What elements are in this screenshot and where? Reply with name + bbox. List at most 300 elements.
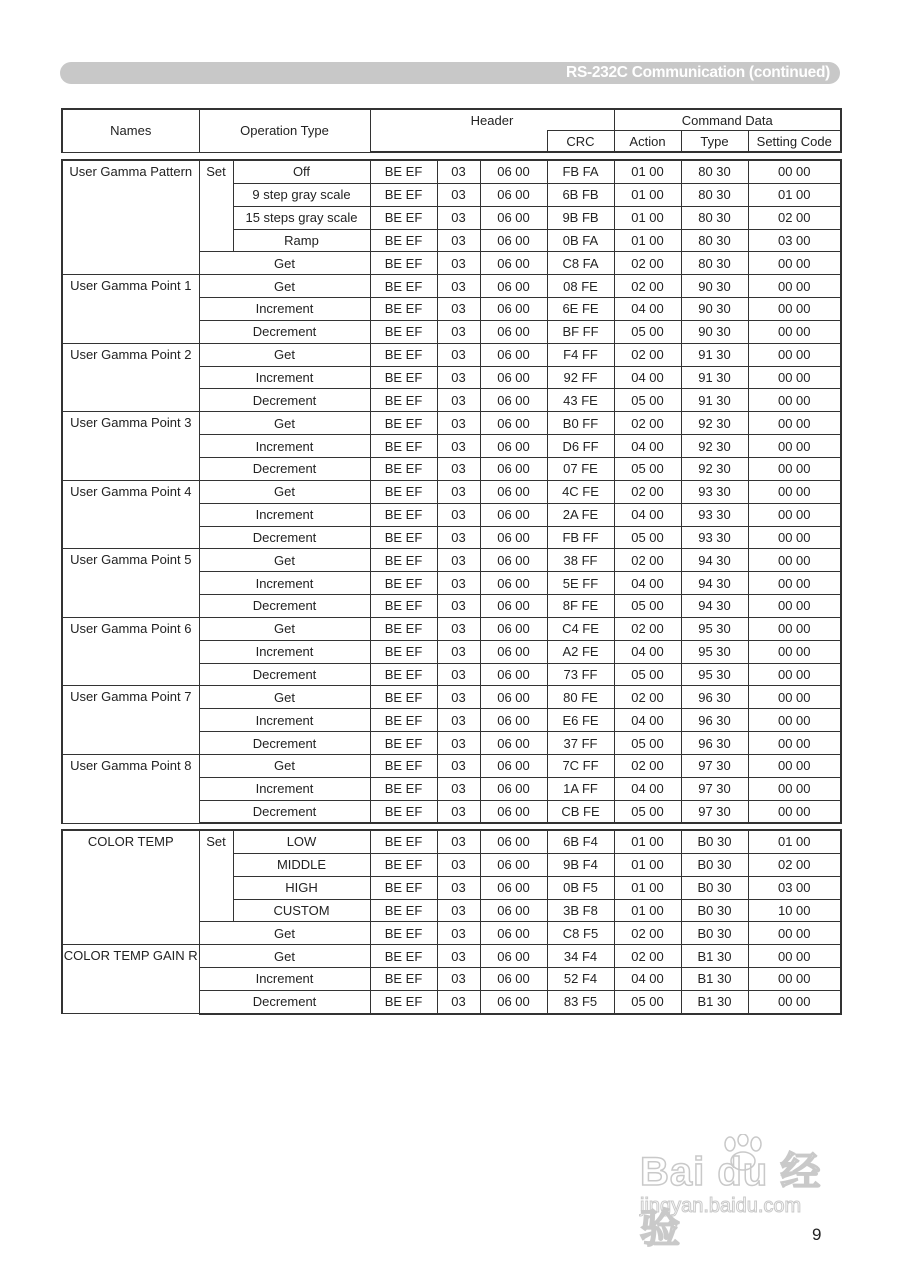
row-operation: Decrement: [199, 595, 370, 618]
row-type: 93 30: [681, 526, 748, 549]
page-number: 9: [812, 1225, 822, 1244]
row-operation: Get: [199, 412, 370, 435]
row-action: 05 00: [614, 526, 681, 549]
row-header-2: 03: [437, 435, 480, 458]
row-header-2: 03: [437, 800, 480, 823]
watermark-url: jingyan.baidu.com: [640, 1195, 802, 1217]
row-setting-code: 02 00: [748, 853, 841, 876]
row-header-2: 03: [437, 252, 480, 275]
row-crc: 7C FF: [547, 754, 614, 777]
row-action: 02 00: [614, 480, 681, 503]
row-crc: 3B F8: [547, 899, 614, 922]
row-header-1: BE EF: [370, 709, 437, 732]
row-header-3: 06 00: [480, 899, 547, 922]
row-operation: Get: [199, 343, 370, 366]
row-action: 01 00: [614, 183, 681, 206]
row-header-3: 06 00: [480, 830, 547, 853]
row-type: 80 30: [681, 229, 748, 252]
row-type: 80 30: [681, 206, 748, 229]
row-setting-code: 00 00: [748, 800, 841, 823]
row-header-3: 06 00: [480, 549, 547, 572]
row-type: 97 30: [681, 800, 748, 823]
row-type: B0 30: [681, 899, 748, 922]
row-type: 91 30: [681, 389, 748, 412]
row-setting-code: 00 00: [748, 298, 841, 321]
row-operation: Decrement: [199, 800, 370, 823]
row-header-3: 06 00: [480, 663, 547, 686]
row-action: 05 00: [614, 320, 681, 343]
header-operation-type: Operation Type: [199, 109, 370, 152]
row-header-2: 03: [437, 526, 480, 549]
row-type: 96 30: [681, 709, 748, 732]
row-header-1: BE EF: [370, 595, 437, 618]
row-header-3: 06 00: [480, 686, 547, 709]
row-crc: CB FE: [547, 800, 614, 823]
row-type: B1 30: [681, 990, 748, 1013]
row-name: COLOR TEMP GAIN R: [62, 945, 199, 1014]
row-header-3: 06 00: [480, 876, 547, 899]
row-header-3: 06 00: [480, 298, 547, 321]
row-header-1: BE EF: [370, 617, 437, 640]
table-row: [62, 686, 841, 709]
row-crc: 52 F4: [547, 968, 614, 991]
row-name: COLOR TEMP: [62, 830, 199, 945]
row-type: 90 30: [681, 298, 748, 321]
row-header-1: BE EF: [370, 549, 437, 572]
row-crc: 0B FA: [547, 229, 614, 252]
row-set-label: Set: [199, 160, 233, 252]
row-setting-code: 00 00: [748, 922, 841, 945]
table-row: [62, 549, 841, 572]
row-action: 01 00: [614, 876, 681, 899]
row-header-2: 03: [437, 640, 480, 663]
row-setting-code: 00 00: [748, 343, 841, 366]
row-type: 94 30: [681, 572, 748, 595]
row-crc: F4 FF: [547, 343, 614, 366]
table-row: [62, 343, 841, 366]
row-header-1: BE EF: [370, 968, 437, 991]
row-setting-code: 00 00: [748, 549, 841, 572]
row-header-1: BE EF: [370, 206, 437, 229]
row-type: B1 30: [681, 945, 748, 968]
row-crc: 1A FF: [547, 777, 614, 800]
row-header-3: 06 00: [480, 922, 547, 945]
row-action: 02 00: [614, 343, 681, 366]
row-header-1: BE EF: [370, 435, 437, 458]
row-type: 92 30: [681, 457, 748, 480]
row-header-2: 03: [437, 754, 480, 777]
row-crc: 80 FE: [547, 686, 614, 709]
row-header-2: 03: [437, 830, 480, 853]
row-action: 01 00: [614, 899, 681, 922]
row-operation: Off: [233, 160, 370, 183]
row-action: 04 00: [614, 968, 681, 991]
row-header-2: 03: [437, 298, 480, 321]
row-header-1: BE EF: [370, 503, 437, 526]
row-operation: Get: [199, 922, 370, 945]
row-header-1: BE EF: [370, 366, 437, 389]
row-setting-code: 00 00: [748, 389, 841, 412]
row-action: 01 00: [614, 830, 681, 853]
row-header-2: 03: [437, 899, 480, 922]
row-operation: Ramp: [233, 229, 370, 252]
row-setting-code: 10 00: [748, 899, 841, 922]
row-operation: Increment: [199, 572, 370, 595]
row-setting-code: 00 00: [748, 435, 841, 458]
row-header-2: 03: [437, 853, 480, 876]
row-header-3: 06 00: [480, 945, 547, 968]
row-header-3: 06 00: [480, 777, 547, 800]
row-header-1: BE EF: [370, 876, 437, 899]
row-operation: Increment: [199, 640, 370, 663]
row-header-2: 03: [437, 595, 480, 618]
row-crc: C8 F5: [547, 922, 614, 945]
row-setting-code: 00 00: [748, 503, 841, 526]
header-action: Action: [614, 131, 681, 153]
row-crc: C8 FA: [547, 252, 614, 275]
row-crc: FB FF: [547, 526, 614, 549]
row-setting-code: 01 00: [748, 830, 841, 853]
row-header-2: 03: [437, 732, 480, 755]
row-type: 93 30: [681, 503, 748, 526]
row-setting-code: 00 00: [748, 320, 841, 343]
row-header-3: 06 00: [480, 526, 547, 549]
row-name: User Gamma Point 8: [62, 754, 199, 823]
row-header-2: 03: [437, 183, 480, 206]
row-header-1: BE EF: [370, 777, 437, 800]
row-header-3: 06 00: [480, 503, 547, 526]
row-header-3: 06 00: [480, 968, 547, 991]
row-setting-code: 00 00: [748, 754, 841, 777]
row-header-2: 03: [437, 343, 480, 366]
row-header-2: 03: [437, 709, 480, 732]
row-crc: A2 FE: [547, 640, 614, 663]
row-header-2: 03: [437, 503, 480, 526]
row-header-2: 03: [437, 457, 480, 480]
row-header-1: BE EF: [370, 298, 437, 321]
row-type: 91 30: [681, 343, 748, 366]
row-action: 02 00: [614, 275, 681, 298]
row-setting-code: 00 00: [748, 526, 841, 549]
command-table-color-temp: [61, 829, 842, 1015]
row-header-1: BE EF: [370, 663, 437, 686]
row-action: 05 00: [614, 990, 681, 1013]
row-crc: 9B FB: [547, 206, 614, 229]
row-header-2: 03: [437, 412, 480, 435]
row-header-1: BE EF: [370, 922, 437, 945]
row-action: 04 00: [614, 709, 681, 732]
row-header-3: 06 00: [480, 275, 547, 298]
row-crc: D6 FF: [547, 435, 614, 458]
row-action: 02 00: [614, 252, 681, 275]
table-row: [62, 412, 841, 435]
row-name: User Gamma Point 7: [62, 686, 199, 755]
row-type: 80 30: [681, 252, 748, 275]
row-type: 94 30: [681, 595, 748, 618]
row-action: 02 00: [614, 549, 681, 572]
row-action: 04 00: [614, 503, 681, 526]
row-operation: Get: [199, 945, 370, 968]
row-action: 05 00: [614, 595, 681, 618]
row-action: 05 00: [614, 663, 681, 686]
row-type: B0 30: [681, 853, 748, 876]
row-operation: Increment: [199, 435, 370, 458]
row-operation: Increment: [199, 968, 370, 991]
row-operation: Increment: [199, 366, 370, 389]
row-header-2: 03: [437, 686, 480, 709]
row-name: User Gamma Point 5: [62, 549, 199, 618]
row-type: 94 30: [681, 549, 748, 572]
row-header-3: 06 00: [480, 320, 547, 343]
row-header-1: BE EF: [370, 183, 437, 206]
row-setting-code: 00 00: [748, 732, 841, 755]
row-header-1: BE EF: [370, 732, 437, 755]
row-setting-code: 02 00: [748, 206, 841, 229]
row-header-1: BE EF: [370, 412, 437, 435]
row-header-1: BE EF: [370, 457, 437, 480]
section-title: RS-232C Communication (continued): [566, 64, 830, 81]
row-action: 04 00: [614, 640, 681, 663]
row-crc: 9B F4: [547, 853, 614, 876]
row-header-3: 06 00: [480, 709, 547, 732]
row-action: 05 00: [614, 732, 681, 755]
row-crc: 92 FF: [547, 366, 614, 389]
row-header-2: 03: [437, 777, 480, 800]
row-crc: 6B FB: [547, 183, 614, 206]
header-names: Names: [62, 109, 199, 152]
header-command-data: Command Data: [614, 109, 841, 131]
row-type: 90 30: [681, 320, 748, 343]
row-action: 04 00: [614, 435, 681, 458]
section-banner: [60, 62, 840, 84]
row-operation: Decrement: [199, 732, 370, 755]
row-crc: B0 FF: [547, 412, 614, 435]
row-name: User Gamma Point 4: [62, 480, 199, 549]
row-header-2: 03: [437, 617, 480, 640]
row-setting-code: 00 00: [748, 663, 841, 686]
row-operation: Increment: [199, 503, 370, 526]
row-header-1: BE EF: [370, 229, 437, 252]
row-header-3: 06 00: [480, 457, 547, 480]
row-type: 95 30: [681, 617, 748, 640]
row-setting-code: 01 00: [748, 183, 841, 206]
row-type: 80 30: [681, 183, 748, 206]
row-header-1: BE EF: [370, 480, 437, 503]
row-header-1: BE EF: [370, 640, 437, 663]
row-type: 92 30: [681, 435, 748, 458]
row-action: 02 00: [614, 945, 681, 968]
row-action: 02 00: [614, 617, 681, 640]
row-operation: Get: [199, 549, 370, 572]
row-header-1: BE EF: [370, 343, 437, 366]
row-header-3: 06 00: [480, 412, 547, 435]
row-header-1: BE EF: [370, 252, 437, 275]
row-operation: Get: [199, 252, 370, 275]
row-header-3: 06 00: [480, 595, 547, 618]
row-operation: 9 step gray scale: [233, 183, 370, 206]
row-action: 05 00: [614, 457, 681, 480]
row-type: 92 30: [681, 412, 748, 435]
row-header-2: 03: [437, 206, 480, 229]
row-action: 01 00: [614, 160, 681, 183]
row-header-3: 06 00: [480, 617, 547, 640]
row-action: 05 00: [614, 800, 681, 823]
row-type: 96 30: [681, 732, 748, 755]
row-setting-code: 00 00: [748, 968, 841, 991]
row-operation: Decrement: [199, 990, 370, 1013]
row-type: 80 30: [681, 160, 748, 183]
row-header-1: BE EF: [370, 572, 437, 595]
row-type: B1 30: [681, 968, 748, 991]
row-action: 01 00: [614, 206, 681, 229]
row-setting-code: 00 00: [748, 990, 841, 1013]
row-setting-code: 00 00: [748, 572, 841, 595]
row-setting-code: 00 00: [748, 595, 841, 618]
row-setting-code: 00 00: [748, 252, 841, 275]
row-header-3: 06 00: [480, 754, 547, 777]
row-header-1: BE EF: [370, 389, 437, 412]
row-header-1: BE EF: [370, 526, 437, 549]
row-crc: 6B F4: [547, 830, 614, 853]
row-crc: 4C FE: [547, 480, 614, 503]
row-crc: 6E FE: [547, 298, 614, 321]
row-header-1: BE EF: [370, 686, 437, 709]
row-operation: Get: [199, 480, 370, 503]
row-operation: Increment: [199, 709, 370, 732]
row-header-1: BE EF: [370, 160, 437, 183]
row-crc: E6 FE: [547, 709, 614, 732]
row-crc: 2A FE: [547, 503, 614, 526]
row-crc: 07 FE: [547, 457, 614, 480]
row-header-2: 03: [437, 275, 480, 298]
row-type: 97 30: [681, 754, 748, 777]
row-type: B0 30: [681, 830, 748, 853]
row-header-2: 03: [437, 572, 480, 595]
row-operation: Decrement: [199, 526, 370, 549]
watermark-logo: Bai du 经验: [640, 1150, 822, 1251]
row-type: B0 30: [681, 876, 748, 899]
row-header-3: 06 00: [480, 343, 547, 366]
command-table-gamma: [61, 159, 842, 824]
row-operation: MIDDLE: [233, 853, 370, 876]
row-operation: Increment: [199, 298, 370, 321]
row-header-1: BE EF: [370, 754, 437, 777]
row-header-2: 03: [437, 549, 480, 572]
row-name: User Gamma Point 1: [62, 275, 199, 344]
row-crc: 34 F4: [547, 945, 614, 968]
row-action: 02 00: [614, 412, 681, 435]
row-crc: 8F FE: [547, 595, 614, 618]
row-header-3: 06 00: [480, 183, 547, 206]
row-action: 04 00: [614, 366, 681, 389]
row-header-2: 03: [437, 663, 480, 686]
row-header-3: 06 00: [480, 853, 547, 876]
row-crc: 37 FF: [547, 732, 614, 755]
row-setting-code: 03 00: [748, 876, 841, 899]
row-type: 90 30: [681, 275, 748, 298]
row-crc: 08 FE: [547, 275, 614, 298]
row-header-2: 03: [437, 366, 480, 389]
row-header-3: 06 00: [480, 366, 547, 389]
row-header-1: BE EF: [370, 990, 437, 1013]
row-operation: CUSTOM: [233, 899, 370, 922]
row-header-1: BE EF: [370, 800, 437, 823]
row-header-3: 06 00: [480, 640, 547, 663]
row-header-3: 06 00: [480, 206, 547, 229]
row-header-2: 03: [437, 389, 480, 412]
row-operation: Get: [199, 686, 370, 709]
table-row: [62, 830, 841, 853]
row-action: 04 00: [614, 777, 681, 800]
row-action: 04 00: [614, 298, 681, 321]
row-action: 02 00: [614, 686, 681, 709]
row-setting-code: 00 00: [748, 777, 841, 800]
header-crc: CRC: [547, 131, 614, 153]
row-setting-code: 00 00: [748, 457, 841, 480]
row-header-2: 03: [437, 922, 480, 945]
row-setting-code: 00 00: [748, 480, 841, 503]
row-type: 95 30: [681, 640, 748, 663]
row-operation: Decrement: [199, 457, 370, 480]
table-row: [62, 945, 841, 968]
table-row: [62, 480, 841, 503]
row-action: 02 00: [614, 922, 681, 945]
row-type: 91 30: [681, 366, 748, 389]
row-type: B0 30: [681, 922, 748, 945]
row-operation: HIGH: [233, 876, 370, 899]
row-header-3: 06 00: [480, 990, 547, 1013]
row-setting-code: 00 00: [748, 709, 841, 732]
row-header-2: 03: [437, 160, 480, 183]
row-operation: Decrement: [199, 663, 370, 686]
row-action: 04 00: [614, 572, 681, 595]
table-row: [62, 275, 841, 298]
row-header-3: 06 00: [480, 572, 547, 595]
row-setting-code: 00 00: [748, 160, 841, 183]
row-header-3: 06 00: [480, 732, 547, 755]
row-header-3: 06 00: [480, 435, 547, 458]
row-crc: 0B F5: [547, 876, 614, 899]
row-action: 05 00: [614, 389, 681, 412]
row-crc: C4 FE: [547, 617, 614, 640]
row-type: 97 30: [681, 777, 748, 800]
row-crc: 5E FF: [547, 572, 614, 595]
row-crc: FB FA: [547, 160, 614, 183]
row-header-1: BE EF: [370, 275, 437, 298]
row-header-2: 03: [437, 945, 480, 968]
row-crc: 73 FF: [547, 663, 614, 686]
row-operation: 15 steps gray scale: [233, 206, 370, 229]
row-operation: Decrement: [199, 389, 370, 412]
row-type: 93 30: [681, 480, 748, 503]
row-type: 95 30: [681, 663, 748, 686]
row-header-2: 03: [437, 990, 480, 1013]
row-setting-code: 00 00: [748, 275, 841, 298]
row-header-3: 06 00: [480, 480, 547, 503]
row-action: 01 00: [614, 853, 681, 876]
row-header-1: BE EF: [370, 899, 437, 922]
row-operation: Decrement: [199, 320, 370, 343]
row-setting-code: 03 00: [748, 229, 841, 252]
header-setting-code: Setting Code: [748, 131, 841, 153]
header-header: Header: [370, 109, 614, 131]
header-type: Type: [681, 131, 748, 153]
header-spacer: [370, 131, 547, 153]
row-header-2: 03: [437, 320, 480, 343]
row-setting-code: 00 00: [748, 617, 841, 640]
row-crc: 83 F5: [547, 990, 614, 1013]
row-operation: Get: [199, 275, 370, 298]
